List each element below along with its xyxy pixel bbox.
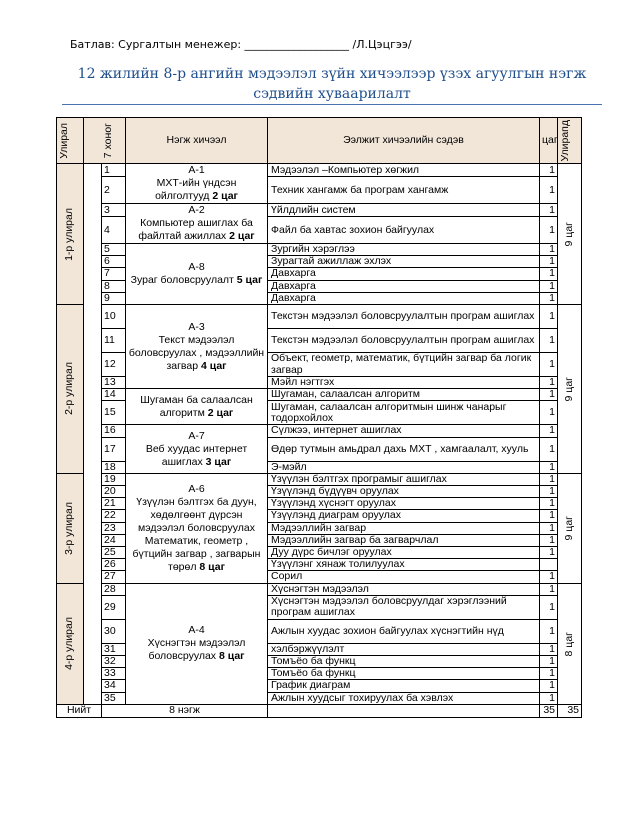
week-spacer <box>84 401 102 425</box>
week-number: 28 <box>102 583 126 595</box>
header-week: 7 хоног <box>84 118 126 164</box>
total-hours: 35 <box>540 704 558 717</box>
topic-title: Шугаман, салаалсан алгоритм <box>268 389 540 401</box>
week-number: 31 <box>102 643 126 655</box>
approval-line: Батлав: Сургалтын менежер: ___________________ /Л.Цэцгээ/ <box>70 38 412 51</box>
grand-total: 35 <box>558 704 582 717</box>
total-units: 8 нэгж <box>102 704 268 717</box>
week-spacer <box>84 353 102 377</box>
topic-title: Мэйл нэгтгэх <box>268 377 540 389</box>
unit-cell <box>126 389 268 425</box>
week-spacer <box>84 656 102 668</box>
unit-name: Веб хуудас интернет ашиглах <box>145 442 248 468</box>
topic-title: Хүснэгтэн мэдээлэл боловсруулдаг хэрэглээний програм ашиглах <box>268 595 540 619</box>
topic-title: Мэдээллийн загвар ба загварчлал <box>268 534 540 546</box>
week-number: 11 <box>102 329 126 353</box>
header-hours: цаг <box>540 118 558 164</box>
topic-title: Текстэн мэдээлэл боловсруулалтын програм ашиглах <box>268 329 540 353</box>
week-spacer <box>84 292 102 304</box>
week-spacer <box>84 668 102 680</box>
week-spacer <box>84 164 102 177</box>
week-number: 34 <box>102 680 126 692</box>
topic-title: Хүснэгтэн мэдээлэл <box>268 583 540 595</box>
unit-cell <box>126 425 268 473</box>
topic-hours: 1 <box>540 244 558 256</box>
topic-row <box>57 583 582 595</box>
week-spacer <box>84 305 102 329</box>
topic-hours: 1 <box>540 619 558 643</box>
header-topic: Ээлжит хичээлийн сэдэв <box>268 118 540 164</box>
week-spacer <box>84 437 102 461</box>
topic-row <box>57 473 582 485</box>
topic-hours: 1 <box>540 353 558 377</box>
topic-title: Объект, геометр, математик, бүтцийн загвар ба логик загвар <box>268 353 540 377</box>
quarter-label: 3-р улирал <box>63 501 76 555</box>
unit-hours: 8 цаг <box>199 560 225 573</box>
topic-hours: 1 <box>540 583 558 595</box>
unit-hours: 4 цаг <box>200 359 227 372</box>
topic-hours: 1 <box>540 534 558 546</box>
title-divider <box>62 104 602 105</box>
topic-hours: 1 <box>540 204 558 217</box>
topic-hours: 1 <box>540 498 558 510</box>
topic-hours: 1 <box>540 329 558 353</box>
topic-hours: 1 <box>540 377 558 389</box>
topic-hours: 1 <box>540 522 558 534</box>
quarter-hours-cell <box>558 583 582 704</box>
topic-title: Үзүүлэнд хүснэгт оруулах <box>268 498 540 510</box>
unit-cell <box>126 473 268 583</box>
unit-name: МХТ-ийн үндсэн ойлголтууд <box>155 177 237 202</box>
week-number: 2 <box>102 177 126 204</box>
quarter-cell <box>57 305 84 474</box>
header-row <box>57 118 582 164</box>
topic-title: Э-мэйл <box>268 461 540 473</box>
unit-hours: 3 цаг <box>205 455 232 468</box>
unit-cell <box>126 204 268 244</box>
week-number: 29 <box>102 595 126 619</box>
week-number: 25 <box>102 547 126 559</box>
quarter-hours-label: 9 цаг <box>562 516 575 541</box>
quarter-label: 2-р улирал <box>63 362 76 416</box>
topic-row <box>57 244 582 256</box>
week-number: 13 <box>102 377 126 389</box>
topic-hours: 1 <box>540 668 558 680</box>
topic-title: Өдөр тутмын амьдрал дахь МХТ , хамгаалалт, хууль <box>268 437 540 461</box>
week-number: 8 <box>102 280 126 292</box>
topic-title: Мэдээлэл –Компьютер хөгжил <box>268 164 540 177</box>
topic-hours: 1 <box>540 595 558 619</box>
topic-title: хэлбэржүүлэлт <box>268 643 540 655</box>
topic-hours: 1 <box>540 473 558 485</box>
topic-hours: 1 <box>540 305 558 329</box>
topic-row <box>57 389 582 401</box>
unit-cell <box>126 305 268 389</box>
topic-hours: 1 <box>540 547 558 559</box>
unit-hours: 5 цаг <box>236 274 263 286</box>
week-number: 24 <box>102 534 126 546</box>
topic-title: Давхарга <box>268 292 540 304</box>
topic-title: Ажлын хуудас зохион байгуулах хүснэгтийн нүд <box>268 619 540 643</box>
topic-title: Мэдээллийн загвар <box>268 522 540 534</box>
week-spacer <box>84 643 102 655</box>
topic-row <box>57 164 582 177</box>
week-spacer <box>84 510 102 522</box>
week-spacer <box>84 204 102 217</box>
week-number: 26 <box>102 559 126 571</box>
week-spacer <box>84 571 102 583</box>
quarter-hours-cell <box>558 305 582 474</box>
topic-hours: 1 <box>540 461 558 473</box>
week-spacer <box>84 425 102 437</box>
quarter-cell <box>57 473 84 583</box>
quarter-label: 1-р улирал <box>63 207 76 261</box>
unit-name: Текст мэдээлэл боловсруулах , мэдээллийн загвар <box>128 333 265 372</box>
topic-hours: 1 <box>540 164 558 177</box>
topic-title: Томъёо ба функц <box>268 656 540 668</box>
quarter-label: 4-р улирал <box>63 617 76 671</box>
quarter-hours-label: 9 цаг <box>562 221 575 247</box>
week-spacer <box>84 486 102 498</box>
unit-name: Шугаман ба салаалсан алгоритм <box>140 393 253 419</box>
topic-title: График диаграм <box>268 680 540 692</box>
topic-title: Шугаман, салаалсан алгоритмын шинж чанарыг тодорхойлох <box>268 401 540 425</box>
unit-hours: 2 цаг <box>229 230 255 242</box>
week-number: 30 <box>102 619 126 643</box>
topic-title: Текстэн мэдээлэл боловсруулалтын програм ашиглах <box>268 305 540 329</box>
week-number: 7 <box>102 268 126 280</box>
topic-title: Зургийн хэрэглээ <box>268 244 540 256</box>
topic-title: Файл ба хавтас зохион байгуулах <box>268 217 540 244</box>
unit-hours: 2 цаг <box>207 406 234 419</box>
week-spacer <box>84 522 102 534</box>
total-label: Нийт <box>57 704 102 717</box>
schedule-table <box>56 117 582 718</box>
unit-name: Компьютер ашиглах ба файлтай ажиллах <box>138 217 253 242</box>
week-number: 17 <box>102 437 126 461</box>
week-number: 27 <box>102 571 126 583</box>
week-spacer <box>84 680 102 692</box>
topic-title: Техник хангамж ба програм хангамж <box>268 177 540 204</box>
topic-hours: 1 <box>540 401 558 425</box>
topic-hours: 1 <box>540 425 558 437</box>
quarter-cell <box>57 164 84 305</box>
week-spacer <box>84 692 102 704</box>
topic-title: Сүлжээ, интернет ашиглах <box>268 425 540 437</box>
week-spacer <box>84 498 102 510</box>
week-spacer <box>84 583 102 595</box>
week-spacer <box>84 177 102 204</box>
topic-hours: 1 <box>540 389 558 401</box>
unit-hours: 2 цаг <box>212 190 238 202</box>
week-number: 15 <box>102 401 126 425</box>
topic-title: Дуу дүрс бичлэг оруулах <box>268 547 540 559</box>
unit-code: А-4 <box>188 624 205 637</box>
week-spacer <box>84 461 102 473</box>
week-spacer <box>84 473 102 485</box>
unit-code: А-3 <box>188 320 205 333</box>
unit-code: А-8 <box>188 261 205 273</box>
unit-code: А-1 <box>188 164 205 176</box>
unit-name: Хүснэгтэн мэдээлэл боловсруулах <box>147 637 246 663</box>
topic-title: Томъёо ба функц <box>268 668 540 680</box>
unit-cell <box>126 244 268 305</box>
topic-hours: 1 <box>540 268 558 280</box>
topic-hours <box>540 559 558 571</box>
week-number: 32 <box>102 656 126 668</box>
topic-hours: 1 <box>540 256 558 268</box>
week-number: 6 <box>102 256 126 268</box>
topic-title: Сорил <box>268 571 540 583</box>
topic-hours: 1 <box>540 292 558 304</box>
unit-cell <box>126 583 268 704</box>
topic-hours: 1 <box>540 510 558 522</box>
topic-hours: 1 <box>540 486 558 498</box>
topic-title: Ажлын хуудсыг тохируулах ба хэвлэх <box>268 692 540 704</box>
unit-name: Үзүүлэн бэлтгэх ба дуун, хөдөлгөөнт дүрсэн мэдээлэл боловсруулах Математик, геометр , бүтцийн загвар , загварын төрөл <box>132 495 261 573</box>
week-number: 10 <box>102 305 126 329</box>
week-number: 35 <box>102 692 126 704</box>
topic-hours: 1 <box>540 571 558 583</box>
header-quarter-hours: Улирапд <box>558 118 582 164</box>
week-number: 3 <box>102 204 126 217</box>
topic-hours: 1 <box>540 437 558 461</box>
quarter-cell <box>57 583 84 704</box>
week-number: 20 <box>102 486 126 498</box>
week-spacer <box>84 389 102 401</box>
quarter-hours-label: 8 цаг <box>562 631 575 656</box>
week-number: 14 <box>102 389 126 401</box>
week-spacer <box>84 217 102 244</box>
week-number: 33 <box>102 668 126 680</box>
topic-row <box>57 425 582 437</box>
week-number: 22 <box>102 510 126 522</box>
week-number: 9 <box>102 292 126 304</box>
week-number: 18 <box>102 461 126 473</box>
week-spacer <box>84 244 102 256</box>
quarter-hours-label: 9 цаг <box>562 376 575 402</box>
week-spacer <box>84 268 102 280</box>
week-spacer <box>84 329 102 353</box>
topic-title: Зурагтай ажиллаж эхлэх <box>268 256 540 268</box>
week-spacer <box>84 547 102 559</box>
topic-title: Үзүүлэнд диаграм оруулах <box>268 510 540 522</box>
quarter-hours-cell <box>558 473 582 583</box>
topic-title: Үзүүлэнг хянаж толилуулах <box>268 559 540 571</box>
week-number: 12 <box>102 353 126 377</box>
unit-cell <box>126 164 268 204</box>
topic-title: Давхарга <box>268 280 540 292</box>
header-quarter: Улирал <box>57 118 84 164</box>
topic-hours: 1 <box>540 217 558 244</box>
unit-name: Зураг боловсруулалт <box>130 274 234 286</box>
page-title: 12 жилийн 8-р ангийн мэдээлэл зүйн хичээлээр үзэх агуулгын нэгж сэдвийн хуваарилалт <box>77 66 587 102</box>
header-unit: Нэгж хичээл <box>126 118 268 164</box>
topic-row <box>57 204 582 217</box>
week-number: 19 <box>102 473 126 485</box>
unit-code: А-7 <box>188 429 205 442</box>
week-number: 4 <box>102 217 126 244</box>
unit-hours: 8 цаг <box>218 650 245 663</box>
topic-hours: 1 <box>540 656 558 668</box>
topic-hours: 1 <box>540 643 558 655</box>
unit-code: А-6 <box>188 482 205 495</box>
total-row <box>57 704 582 717</box>
topic-hours: 1 <box>540 680 558 692</box>
week-number: 16 <box>102 425 126 437</box>
topic-title: Үзүүлэнд бүдүүвч оруулах <box>268 486 540 498</box>
topic-hours: 1 <box>540 692 558 704</box>
topic-title: Үйлдлийн систем <box>268 204 540 217</box>
topic-hours: 1 <box>540 280 558 292</box>
week-spacer <box>84 377 102 389</box>
topic-title: Давхарга <box>268 268 540 280</box>
topic-hours: 1 <box>540 177 558 204</box>
topic-row <box>57 305 582 329</box>
week-spacer <box>84 619 102 643</box>
week-spacer <box>84 534 102 546</box>
total-empty <box>268 704 540 717</box>
week-number: 23 <box>102 522 126 534</box>
week-spacer <box>84 595 102 619</box>
week-spacer <box>84 256 102 268</box>
topic-title: Үзүүлэн бэлтгэх програмыг ашиглах <box>268 473 540 485</box>
week-spacer <box>84 280 102 292</box>
week-spacer <box>84 559 102 571</box>
week-number: 5 <box>102 244 126 256</box>
unit-code: А-2 <box>188 204 205 216</box>
week-number: 1 <box>102 164 126 177</box>
quarter-hours-cell <box>558 164 582 305</box>
week-number: 21 <box>102 498 126 510</box>
